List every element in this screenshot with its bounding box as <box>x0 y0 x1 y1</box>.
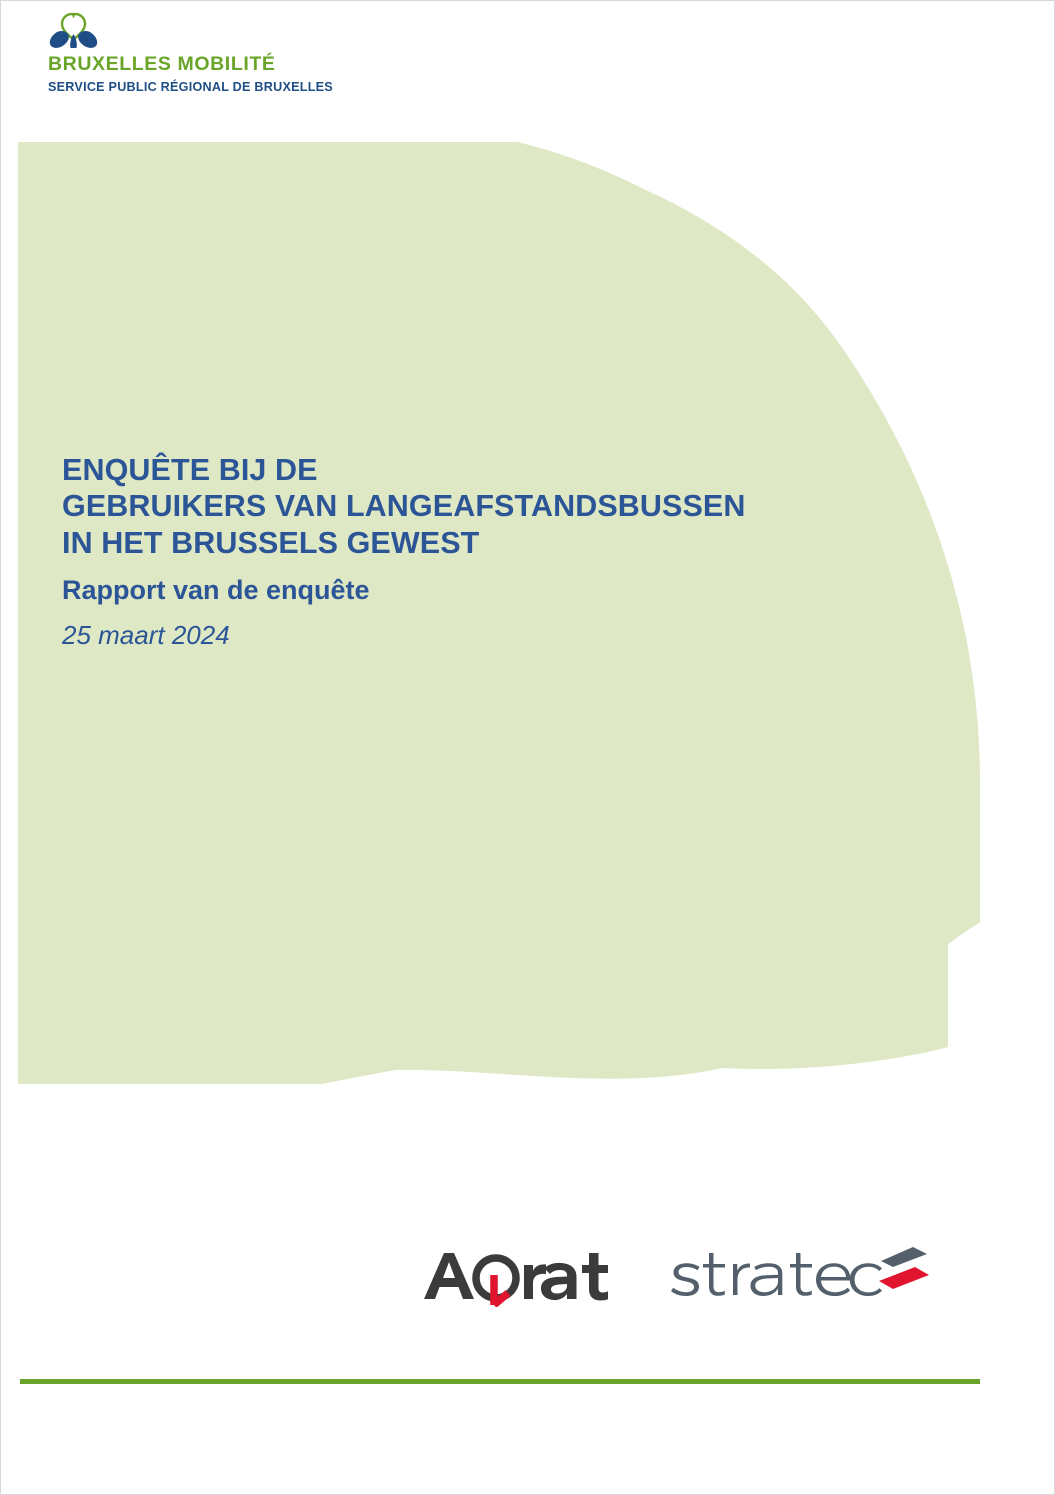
partner-logos <box>420 1236 940 1316</box>
document-title-line-2: GEBRUIKERS VAN LANGEAFSTANDSBUSSEN <box>62 489 746 524</box>
aqrate-logo-icon <box>420 1245 615 1307</box>
document-title <box>62 452 982 561</box>
document-subtitle: Rapport van de enquête <box>62 574 370 605</box>
title-block <box>62 452 982 651</box>
organisation-subtitle: SERVICE PUBLIC RÉGIONAL DE BRUXELLES <box>48 80 333 94</box>
document-title-line-3: IN HET BRUSSELS GEWEST <box>62 525 480 560</box>
stratec-logo-icon <box>665 1241 930 1311</box>
bottom-accent-rule <box>20 1379 980 1384</box>
bruxelles-mobilite-heart-logo-icon <box>48 10 118 50</box>
organisation-name: BRUXELLES MOBILITÉ <box>48 53 276 75</box>
document-title-line-1: ENQUÊTE BIJ DE <box>62 453 318 487</box>
document-date: 25 maart 2024 <box>62 619 230 650</box>
organisation-logo-block <box>48 10 468 94</box>
